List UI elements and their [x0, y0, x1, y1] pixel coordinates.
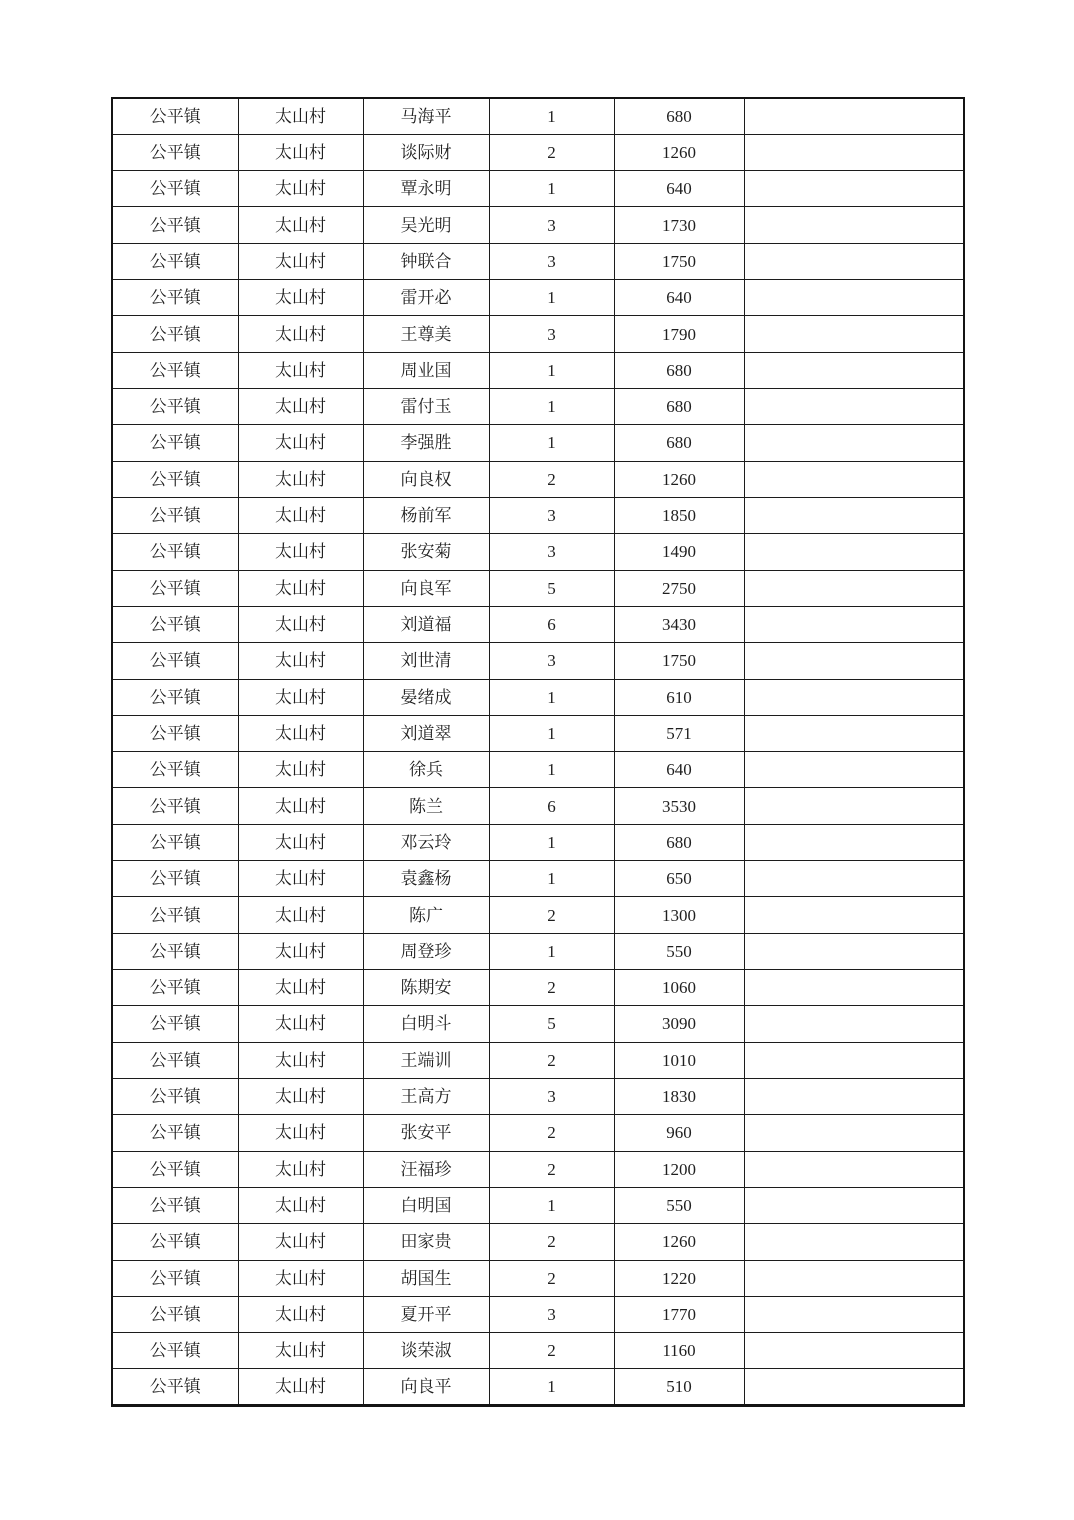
cell-town: 公平镇 — [112, 752, 238, 788]
cell-village: 太山村 — [238, 606, 363, 642]
cell-amount: 3090 — [614, 1006, 744, 1042]
cell-count: 3 — [489, 1078, 614, 1114]
records-table — [111, 97, 965, 1407]
cell-name: 胡国生 — [363, 1260, 489, 1296]
cell-amount: 1750 — [614, 243, 744, 279]
cell-village: 太山村 — [238, 98, 363, 134]
cell-amount: 680 — [614, 389, 744, 425]
table-row — [112, 788, 964, 824]
cell-name: 李强胜 — [363, 425, 489, 461]
cell-town: 公平镇 — [112, 134, 238, 170]
cell-note — [744, 788, 964, 824]
cell-village: 太山村 — [238, 970, 363, 1006]
cell-village: 太山村 — [238, 1369, 363, 1406]
cell-count: 1 — [489, 352, 614, 388]
cell-count: 3 — [489, 643, 614, 679]
cell-amount: 640 — [614, 752, 744, 788]
cell-count: 2 — [489, 134, 614, 170]
cell-name: 马海平 — [363, 98, 489, 134]
cell-village: 太山村 — [238, 1078, 363, 1114]
cell-name: 汪福珍 — [363, 1151, 489, 1187]
cell-town: 公平镇 — [112, 606, 238, 642]
cell-amount: 3530 — [614, 788, 744, 824]
cell-name: 袁鑫杨 — [363, 861, 489, 897]
table-row — [112, 1224, 964, 1260]
cell-town: 公平镇 — [112, 1296, 238, 1332]
cell-village: 太山村 — [238, 316, 363, 352]
table-row — [112, 715, 964, 751]
cell-amount: 2750 — [614, 570, 744, 606]
cell-name: 谈荣淑 — [363, 1333, 489, 1369]
table-row — [112, 497, 964, 533]
table-row — [112, 1151, 964, 1187]
cell-count: 6 — [489, 606, 614, 642]
cell-name: 向良军 — [363, 570, 489, 606]
cell-village: 太山村 — [238, 1006, 363, 1042]
cell-village: 太山村 — [238, 1224, 363, 1260]
cell-amount: 1850 — [614, 497, 744, 533]
cell-village: 太山村 — [238, 1296, 363, 1332]
cell-town: 公平镇 — [112, 534, 238, 570]
table-row — [112, 461, 964, 497]
cell-amount: 1260 — [614, 134, 744, 170]
cell-count: 1 — [489, 1187, 614, 1223]
cell-note — [744, 1115, 964, 1151]
cell-amount: 1490 — [614, 534, 744, 570]
cell-name: 刘道福 — [363, 606, 489, 642]
table-row — [112, 98, 964, 134]
cell-town: 公平镇 — [112, 824, 238, 860]
table-row — [112, 752, 964, 788]
cell-town: 公平镇 — [112, 207, 238, 243]
cell-name: 钟联合 — [363, 243, 489, 279]
cell-village: 太山村 — [238, 1260, 363, 1296]
table-row — [112, 425, 964, 461]
table-row — [112, 171, 964, 207]
cell-village: 太山村 — [238, 1042, 363, 1078]
cell-name: 刘道翠 — [363, 715, 489, 751]
cell-town: 公平镇 — [112, 1115, 238, 1151]
cell-village: 太山村 — [238, 389, 363, 425]
cell-note — [744, 643, 964, 679]
cell-note — [744, 752, 964, 788]
cell-village: 太山村 — [238, 933, 363, 969]
table-row — [112, 897, 964, 933]
cell-amount: 680 — [614, 352, 744, 388]
cell-count: 3 — [489, 243, 614, 279]
cell-name: 张安菊 — [363, 534, 489, 570]
cell-name: 谈际财 — [363, 134, 489, 170]
cell-amount: 1790 — [614, 316, 744, 352]
table-row — [112, 534, 964, 570]
cell-name: 周业国 — [363, 352, 489, 388]
cell-name: 雷开必 — [363, 280, 489, 316]
cell-note — [744, 970, 964, 1006]
cell-village: 太山村 — [238, 461, 363, 497]
cell-town: 公平镇 — [112, 425, 238, 461]
table-row — [112, 861, 964, 897]
cell-amount: 1220 — [614, 1260, 744, 1296]
cell-village: 太山村 — [238, 752, 363, 788]
cell-note — [744, 497, 964, 533]
cell-village: 太山村 — [238, 715, 363, 751]
cell-amount: 1160 — [614, 1333, 744, 1369]
cell-name: 王尊美 — [363, 316, 489, 352]
cell-name: 陈广 — [363, 897, 489, 933]
cell-town: 公平镇 — [112, 98, 238, 134]
cell-note — [744, 679, 964, 715]
cell-count: 3 — [489, 497, 614, 533]
cell-count: 1 — [489, 1369, 614, 1406]
cell-amount: 550 — [614, 1187, 744, 1223]
cell-village: 太山村 — [238, 1151, 363, 1187]
table-row — [112, 1187, 964, 1223]
cell-name: 邓云玲 — [363, 824, 489, 860]
cell-town: 公平镇 — [112, 1260, 238, 1296]
cell-name: 覃永明 — [363, 171, 489, 207]
cell-village: 太山村 — [238, 1333, 363, 1369]
cell-town: 公平镇 — [112, 389, 238, 425]
cell-name: 晏绪成 — [363, 679, 489, 715]
cell-amount: 1830 — [614, 1078, 744, 1114]
cell-village: 太山村 — [238, 643, 363, 679]
cell-village: 太山村 — [238, 134, 363, 170]
table-row — [112, 134, 964, 170]
cell-town: 公平镇 — [112, 171, 238, 207]
cell-note — [744, 570, 964, 606]
cell-count: 6 — [489, 788, 614, 824]
cell-village: 太山村 — [238, 171, 363, 207]
cell-amount: 1750 — [614, 643, 744, 679]
cell-town: 公平镇 — [112, 715, 238, 751]
cell-count: 1 — [489, 171, 614, 207]
cell-note — [744, 1224, 964, 1260]
cell-note — [744, 425, 964, 461]
cell-name: 吴光明 — [363, 207, 489, 243]
cell-count: 2 — [489, 1333, 614, 1369]
cell-note — [744, 461, 964, 497]
cell-town: 公平镇 — [112, 1151, 238, 1187]
cell-name: 周登珍 — [363, 933, 489, 969]
cell-town: 公平镇 — [112, 243, 238, 279]
cell-amount: 640 — [614, 171, 744, 207]
cell-count: 2 — [489, 970, 614, 1006]
cell-count: 2 — [489, 1224, 614, 1260]
cell-amount: 1260 — [614, 1224, 744, 1260]
table-row — [112, 1333, 964, 1369]
cell-note — [744, 1260, 964, 1296]
cell-name: 王端训 — [363, 1042, 489, 1078]
cell-town: 公平镇 — [112, 1006, 238, 1042]
table-row — [112, 352, 964, 388]
table-row — [112, 243, 964, 279]
cell-town: 公平镇 — [112, 1078, 238, 1114]
cell-village: 太山村 — [238, 207, 363, 243]
table-row — [112, 207, 964, 243]
cell-note — [744, 1296, 964, 1332]
cell-amount: 1770 — [614, 1296, 744, 1332]
cell-count: 1 — [489, 679, 614, 715]
cell-note — [744, 1151, 964, 1187]
cell-village: 太山村 — [238, 534, 363, 570]
records-table-body — [112, 98, 964, 1406]
cell-note — [744, 861, 964, 897]
cell-count: 1 — [489, 824, 614, 860]
cell-note — [744, 243, 964, 279]
table-row — [112, 1296, 964, 1332]
cell-amount: 1260 — [614, 461, 744, 497]
cell-note — [744, 280, 964, 316]
cell-note — [744, 171, 964, 207]
table-row — [112, 1115, 964, 1151]
cell-town: 公平镇 — [112, 643, 238, 679]
cell-note — [744, 207, 964, 243]
cell-amount: 680 — [614, 425, 744, 461]
cell-count: 2 — [489, 1115, 614, 1151]
cell-name: 陈期安 — [363, 970, 489, 1006]
cell-note — [744, 606, 964, 642]
cell-count: 1 — [489, 752, 614, 788]
cell-count: 5 — [489, 1006, 614, 1042]
cell-amount: 1730 — [614, 207, 744, 243]
cell-count: 2 — [489, 461, 614, 497]
table-row — [112, 280, 964, 316]
table-row — [112, 1078, 964, 1114]
table-row — [112, 679, 964, 715]
table-row — [112, 1260, 964, 1296]
table-row — [112, 1042, 964, 1078]
cell-name: 夏开平 — [363, 1296, 489, 1332]
cell-count: 3 — [489, 316, 614, 352]
table-row — [112, 643, 964, 679]
cell-count: 2 — [489, 1042, 614, 1078]
cell-note — [744, 1333, 964, 1369]
cell-town: 公平镇 — [112, 933, 238, 969]
cell-note — [744, 1078, 964, 1114]
cell-amount: 1060 — [614, 970, 744, 1006]
cell-note — [744, 316, 964, 352]
cell-town: 公平镇 — [112, 1333, 238, 1369]
cell-village: 太山村 — [238, 824, 363, 860]
cell-count: 3 — [489, 534, 614, 570]
cell-name: 白明国 — [363, 1187, 489, 1223]
cell-note — [744, 352, 964, 388]
cell-amount: 650 — [614, 861, 744, 897]
cell-note — [744, 715, 964, 751]
table-row — [112, 933, 964, 969]
cell-count: 5 — [489, 570, 614, 606]
cell-count: 1 — [489, 933, 614, 969]
cell-town: 公平镇 — [112, 679, 238, 715]
cell-town: 公平镇 — [112, 1369, 238, 1406]
cell-count: 2 — [489, 897, 614, 933]
cell-note — [744, 1187, 964, 1223]
table-row — [112, 570, 964, 606]
cell-town: 公平镇 — [112, 461, 238, 497]
cell-name: 杨前军 — [363, 497, 489, 533]
cell-note — [744, 1006, 964, 1042]
cell-village: 太山村 — [238, 352, 363, 388]
cell-village: 太山村 — [238, 497, 363, 533]
cell-note — [744, 1369, 964, 1406]
cell-count: 1 — [489, 861, 614, 897]
table-row — [112, 316, 964, 352]
cell-town: 公平镇 — [112, 897, 238, 933]
cell-amount: 3430 — [614, 606, 744, 642]
cell-village: 太山村 — [238, 897, 363, 933]
cell-village: 太山村 — [238, 243, 363, 279]
cell-count: 3 — [489, 1296, 614, 1332]
cell-amount: 610 — [614, 679, 744, 715]
cell-note — [744, 1042, 964, 1078]
table-row — [112, 389, 964, 425]
cell-village: 太山村 — [238, 861, 363, 897]
cell-count: 3 — [489, 207, 614, 243]
cell-town: 公平镇 — [112, 1042, 238, 1078]
cell-note — [744, 933, 964, 969]
cell-amount: 1300 — [614, 897, 744, 933]
cell-note — [744, 98, 964, 134]
cell-count: 1 — [489, 715, 614, 751]
cell-town: 公平镇 — [112, 570, 238, 606]
cell-count: 1 — [489, 98, 614, 134]
cell-name: 向良权 — [363, 461, 489, 497]
table-row — [112, 970, 964, 1006]
cell-note — [744, 134, 964, 170]
cell-town: 公平镇 — [112, 316, 238, 352]
cell-name: 雷付玉 — [363, 389, 489, 425]
cell-amount: 640 — [614, 280, 744, 316]
cell-amount: 960 — [614, 1115, 744, 1151]
cell-name: 白明斗 — [363, 1006, 489, 1042]
cell-count: 1 — [489, 425, 614, 461]
cell-amount: 680 — [614, 824, 744, 860]
cell-village: 太山村 — [238, 425, 363, 461]
cell-amount: 571 — [614, 715, 744, 751]
cell-amount: 550 — [614, 933, 744, 969]
cell-name: 田家贵 — [363, 1224, 489, 1260]
cell-amount: 1200 — [614, 1151, 744, 1187]
cell-name: 张安平 — [363, 1115, 489, 1151]
cell-village: 太山村 — [238, 788, 363, 824]
cell-name: 徐兵 — [363, 752, 489, 788]
cell-town: 公平镇 — [112, 497, 238, 533]
cell-village: 太山村 — [238, 570, 363, 606]
cell-town: 公平镇 — [112, 1224, 238, 1260]
cell-name: 陈兰 — [363, 788, 489, 824]
cell-amount: 680 — [614, 98, 744, 134]
table-row — [112, 1006, 964, 1042]
cell-count: 1 — [489, 389, 614, 425]
cell-amount: 510 — [614, 1369, 744, 1406]
cell-name: 刘世清 — [363, 643, 489, 679]
cell-village: 太山村 — [238, 679, 363, 715]
cell-town: 公平镇 — [112, 352, 238, 388]
cell-name: 向良平 — [363, 1369, 489, 1406]
table-row — [112, 824, 964, 860]
cell-note — [744, 897, 964, 933]
cell-name: 王高方 — [363, 1078, 489, 1114]
table-row — [112, 606, 964, 642]
cell-amount: 1010 — [614, 1042, 744, 1078]
cell-town: 公平镇 — [112, 1187, 238, 1223]
cell-town: 公平镇 — [112, 861, 238, 897]
cell-count: 2 — [489, 1260, 614, 1296]
table-row — [112, 1369, 964, 1406]
cell-count: 2 — [489, 1151, 614, 1187]
cell-village: 太山村 — [238, 1187, 363, 1223]
cell-village: 太山村 — [238, 280, 363, 316]
cell-note — [744, 389, 964, 425]
cell-count: 1 — [489, 280, 614, 316]
cell-note — [744, 534, 964, 570]
cell-note — [744, 824, 964, 860]
cell-town: 公平镇 — [112, 970, 238, 1006]
cell-town: 公平镇 — [112, 280, 238, 316]
cell-town: 公平镇 — [112, 788, 238, 824]
cell-village: 太山村 — [238, 1115, 363, 1151]
